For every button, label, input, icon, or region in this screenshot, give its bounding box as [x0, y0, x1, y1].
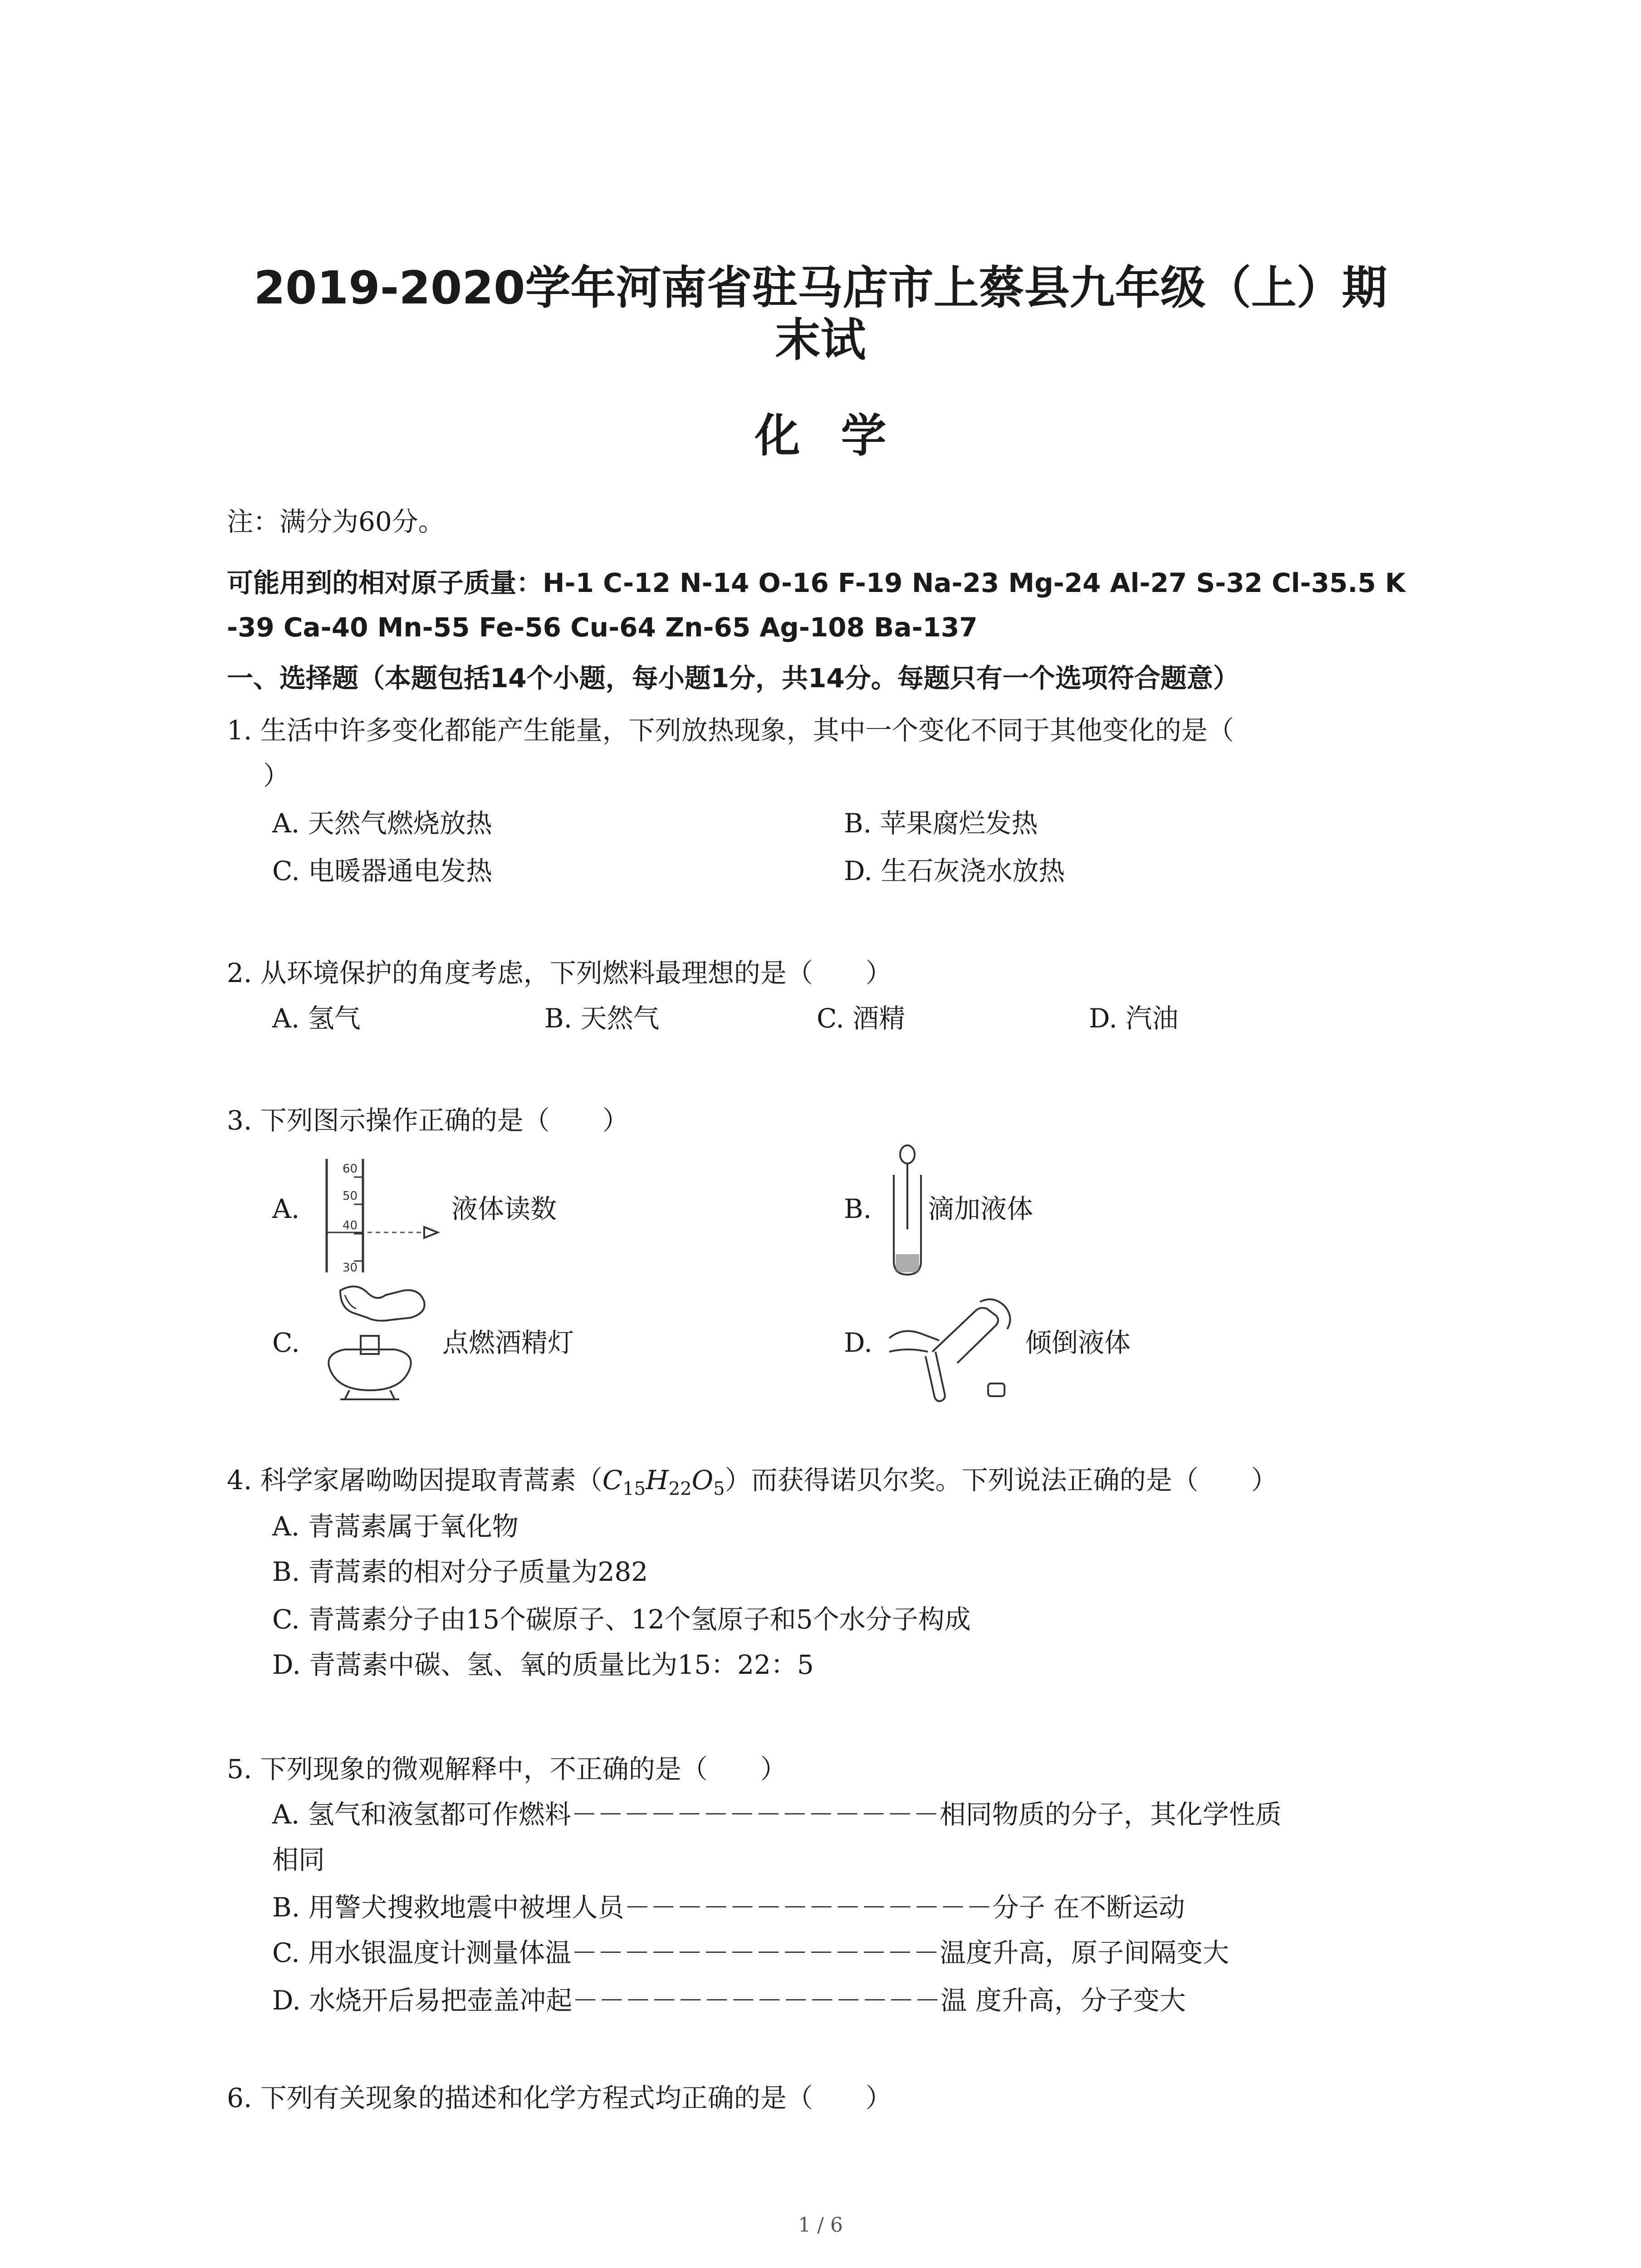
q3-option-b-letter: B. [844, 1193, 872, 1224]
subject-heading: 化学 [754, 409, 927, 462]
q2-option-b: B. 天然气 [544, 1003, 660, 1034]
tick-30: 30 [343, 1261, 358, 1275]
q2-stem: 2. 从环境保护的角度考虑，下列燃料最理想的是（ ） [227, 958, 892, 988]
q1-stem-end: ） [263, 760, 290, 791]
q1-option-b: B. 苹果腐烂发热 [844, 808, 1038, 839]
q3-option-d-text: 倾倒液体 [1025, 1327, 1131, 1358]
graduated-cylinder-figure [313, 1154, 449, 1277]
q5-option-b: B. 用警犬搜救地震中被埋人员－－－－－－－－－－－－－－分子 在不断运动 [272, 1892, 1185, 1923]
q5-stem: 5. 下列现象的微观解释中，不正确的是（ ） [227, 1754, 787, 1784]
dropper-test-tube-figure [887, 1143, 928, 1279]
q3-option-a-letter: A. [272, 1193, 300, 1224]
q6-stem: 6. 下列有关现象的描述和化学方程式均正确的是（ ） [227, 2082, 892, 2113]
exam-title-line2: 末试 [775, 313, 866, 367]
tick-60: 60 [343, 1162, 358, 1176]
formula-c: C [602, 1465, 623, 1496]
formula-o: O [691, 1465, 714, 1496]
q1-option-a: A. 天然气燃烧放热 [272, 808, 492, 839]
q5-option-d: D. 水烧开后易把壶盖冲起－－－－－－－－－－－－－－温 度升高，分子变大 [272, 1985, 1186, 2016]
q3-option-c-letter: C. [272, 1327, 300, 1358]
q4-option-d: D. 青蒿素中碳、氢、氧的质量比为15：22：5 [272, 1649, 814, 1680]
q2-option-a: A. 氢气 [272, 1003, 361, 1034]
pouring-liquid-figure [885, 1284, 1021, 1406]
q2-option-d: D. 汽油 [1089, 1003, 1179, 1034]
exam-title-line1: 2019-2020学年河南省驻马店市上蔡县九年级（上）期 [254, 261, 1387, 314]
q4-option-b: B. 青蒿素的相对分子质量为282 [272, 1556, 648, 1587]
formula-h: H [646, 1465, 669, 1496]
q2-option-c: C. 酒精 [817, 1003, 906, 1034]
formula-c-sub: 15 [622, 1478, 646, 1500]
q3-option-c-text: 点燃酒精灯 [442, 1327, 574, 1358]
formula-h-sub: 22 [668, 1478, 692, 1500]
q5-option-a-cont: 相同 [272, 1844, 325, 1875]
q3-option-d-letter: D. [844, 1327, 872, 1358]
q1-stem: 1. 生活中许多变化都能产生能量，下列放热现象，其中一个变化不同于其他变化的是（ [227, 715, 1234, 746]
q1-option-c: C. 电暖器通电发热 [272, 855, 493, 886]
score-note: 注：满分为60分。 [227, 506, 445, 537]
q4-option-c: C. 青蒿素分子由15个碳原子、12个氢原子和5个水分子构成 [272, 1604, 971, 1635]
q3-option-a-text: 液体读数 [451, 1193, 557, 1224]
q4-option-a: A. 青蒿素属于氧化物 [272, 1511, 519, 1542]
chemical-formula [602, 1465, 725, 1500]
formula-o-sub: 5 [713, 1478, 725, 1500]
q5-option-a: A. 氢气和液氢都可作燃料－－－－－－－－－－－－－－相同物质的分子，其化学性质 [272, 1799, 1282, 1830]
q3-stem: 3. 下列图示操作正确的是（ ） [227, 1105, 629, 1136]
q4-stem-pre: 4. 科学家屠呦呦因提取青蒿素（ [227, 1465, 603, 1496]
section-heading: 一、选择题（本题包括14个小题，每小题1分，共14分。每题只有一个选项符合题意） [227, 663, 1239, 694]
atomic-mass-line1: 可能用到的相对原子质量：H-1 C-12 N-14 O-16 F-19 Na-23 Mg-24 Al-27 S-32 Cl-35.5 K [227, 567, 1406, 598]
page-number: 1 / 6 [798, 2214, 843, 2237]
alcohol-lamp-figure [313, 1281, 445, 1404]
q4-stem-post: ）而获得诺贝尔奖。下列说法正确的是（ ） [725, 1465, 1278, 1496]
tick-40: 40 [343, 1219, 358, 1232]
atomic-mass-line2: -39 Ca-40 Mn-55 Fe-56 Cu-64 Zn-65 Ag-108 Ba-137 [227, 612, 978, 643]
q3-option-b-text: 滴加液体 [928, 1193, 1034, 1224]
q1-option-d: D. 生石灰浇水放热 [844, 855, 1065, 886]
q4-stem [227, 1464, 1278, 1505]
q5-option-c: C. 用水银温度计测量体温－－－－－－－－－－－－－－温度升高，原子间隔变大 [272, 1937, 1230, 1968]
tick-50: 50 [343, 1189, 358, 1203]
